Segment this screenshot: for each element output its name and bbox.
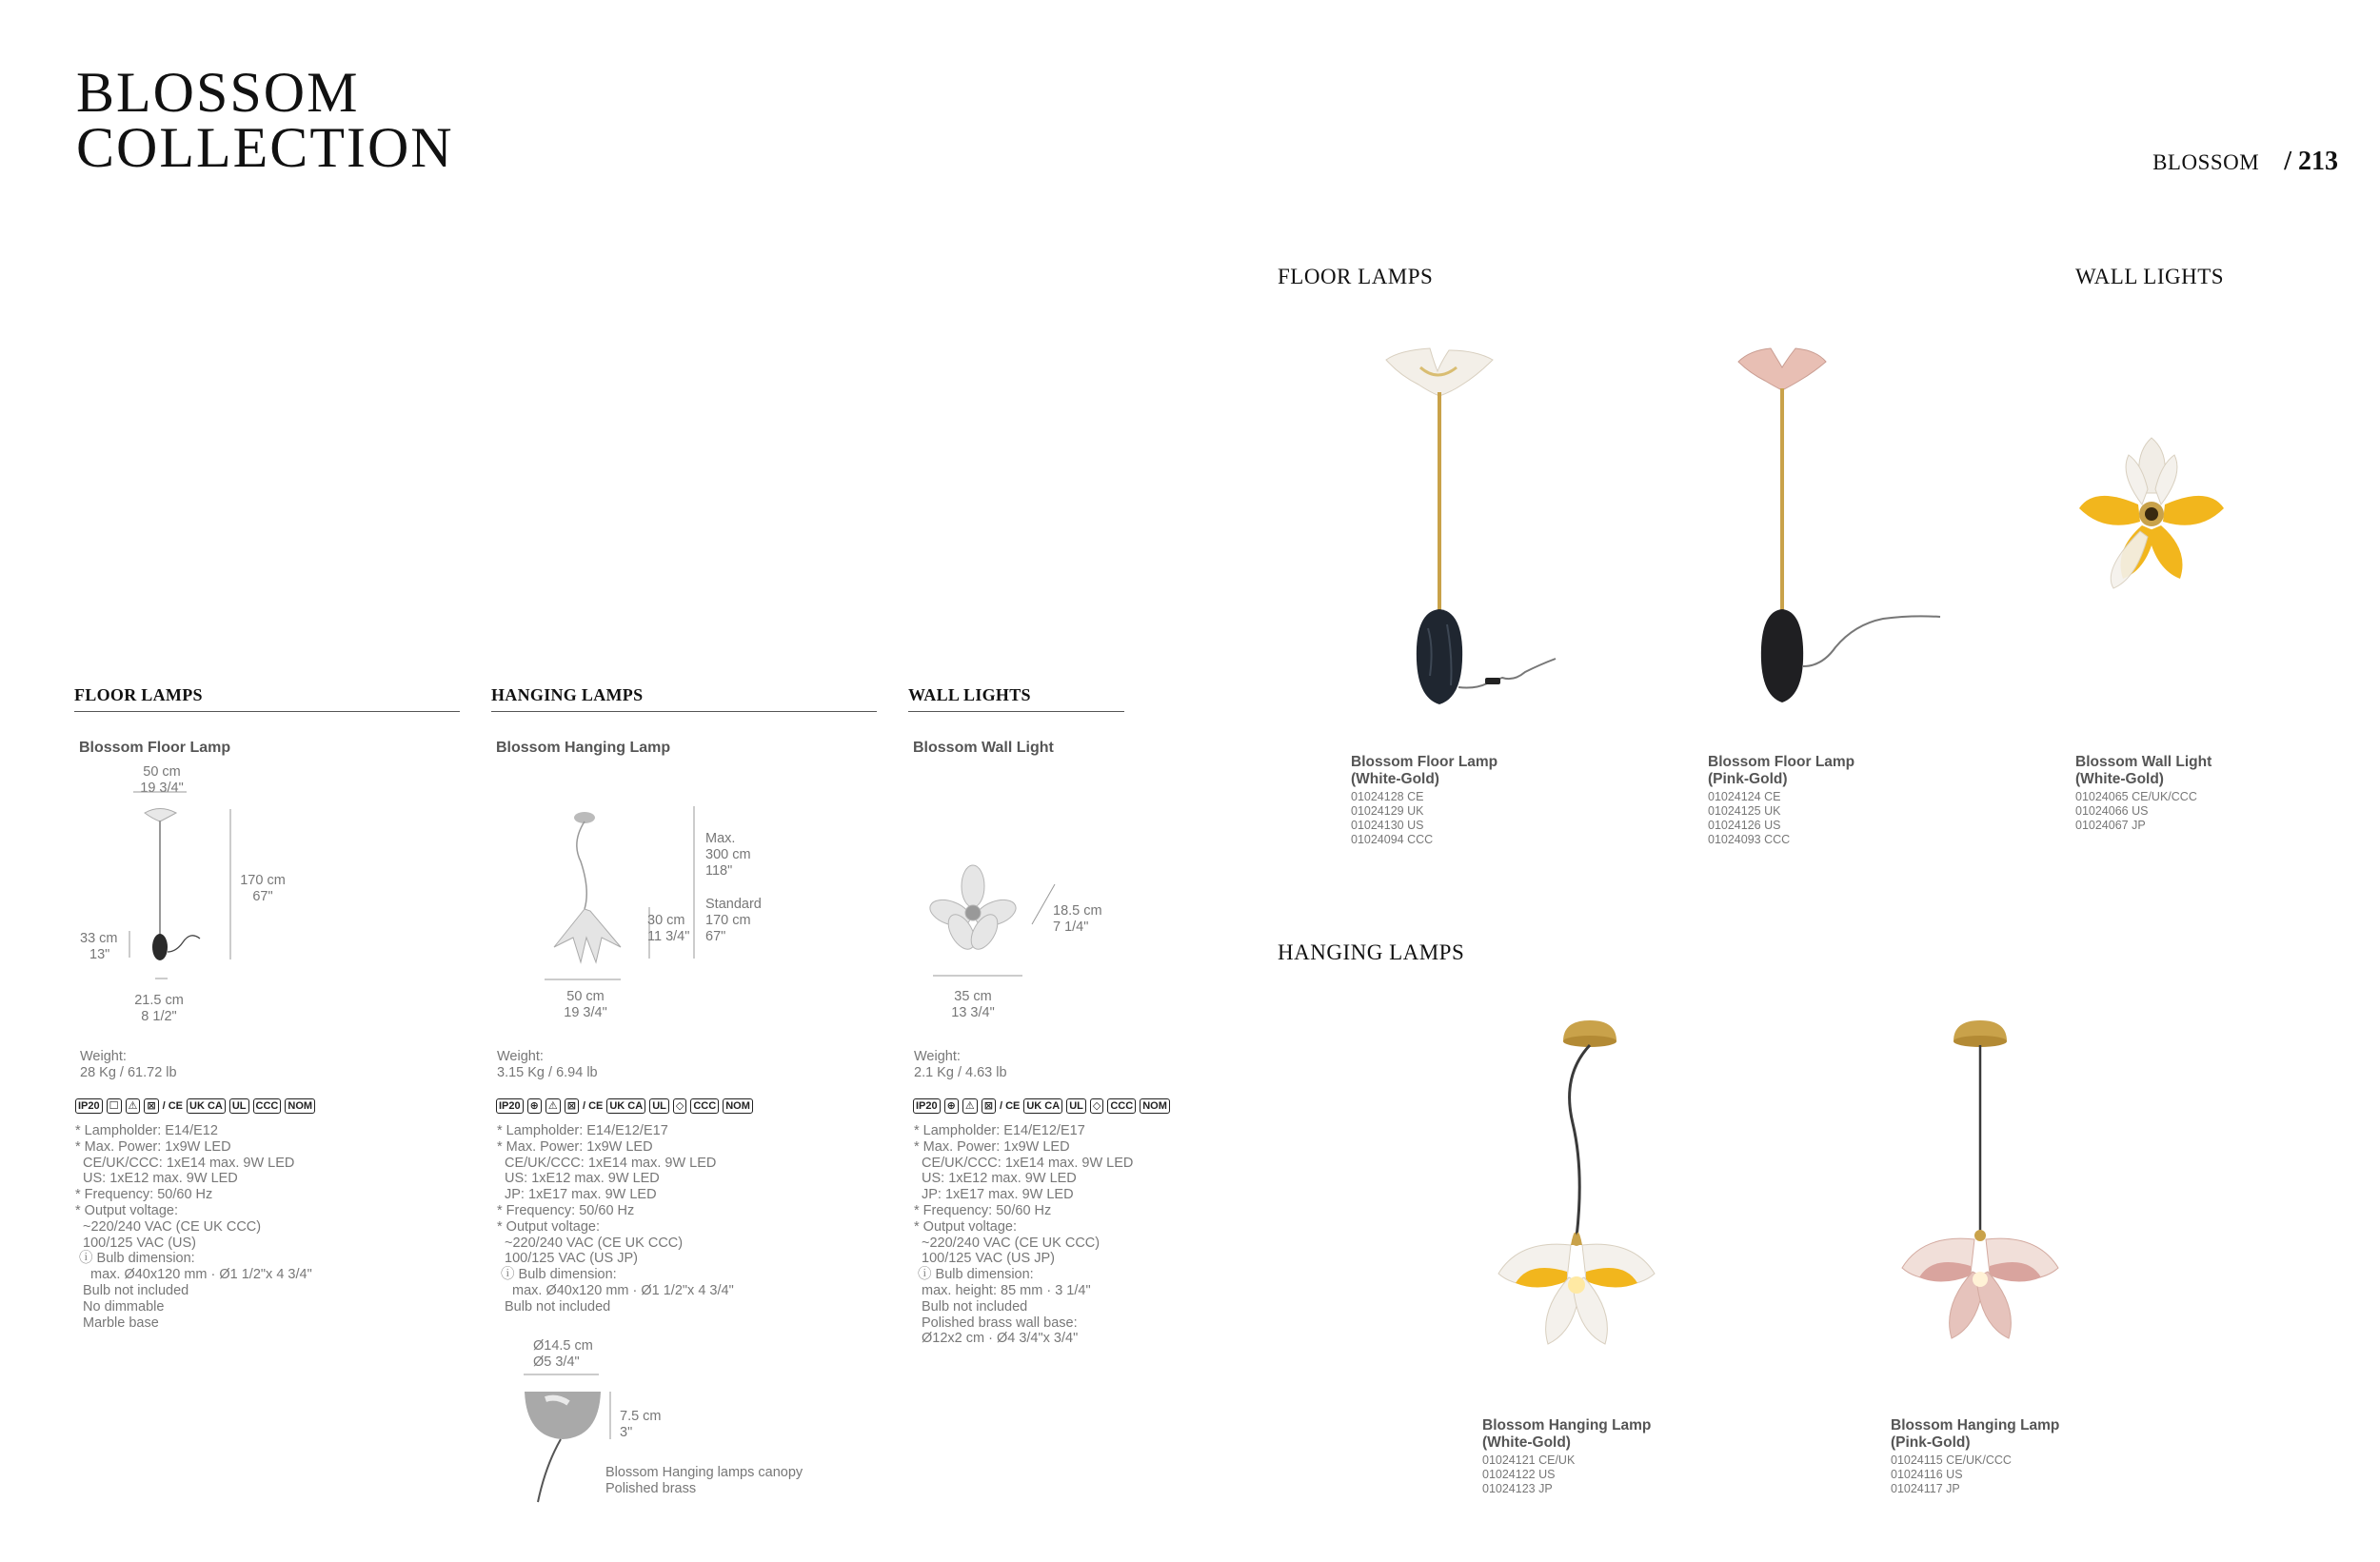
cert-ccc: CCC [1107,1098,1136,1114]
cert-icon-2: ⚠ [962,1098,978,1114]
cert-ce: / CE [582,1100,604,1112]
weight-label: Weight: [80,1049,127,1064]
hanging-max-dim [705,831,751,880]
product-ref: 01024130 US [1351,819,1424,832]
spec-line: Marble base [83,1315,159,1331]
spec-line: max. Ø40x120 mm · Ø1 1/2"x 4 3/4" [512,1282,734,1298]
cert-ce: / CE [162,1100,184,1112]
dim-cm: 30 cm [647,913,685,928]
cert-ip20: IP20 [913,1098,941,1114]
product-ref: 01024115 CE/UK/CCC [1891,1453,2012,1467]
spec-line: ⓘ Bulb dimension: [501,1267,617,1283]
spec-line: * Output voltage: [75,1202,179,1218]
dim-cm: 18.5 cm [1053,903,1102,919]
hanging-lamp-pink-gold-image [1875,1018,2085,1361]
wall-width-dim [944,989,1002,1021]
caption-line: Polished brass [605,1481,697,1496]
page-number: / 213 [2284,147,2338,176]
spec-line: CE/UK/CCC: 1xE14 max. 9W LED [505,1155,717,1171]
spec-line: * Max. Power: 1x9W LED [914,1138,1070,1155]
floor-base-height-dim [80,931,128,963]
dim-cm: 7.5 cm [620,1409,662,1424]
product-ref: 01024117 JP [1891,1482,1960,1495]
spec-line: US: 1xE12 max. 9W LED [922,1171,1077,1187]
dim-cm: 35 cm [954,989,992,1004]
product-variant: (Pink-Gold) [1891,1434,1971,1451]
spec-line: * Max. Power: 1x9W LED [75,1138,231,1155]
cert-ccc: CCC [690,1098,719,1114]
floor-lamp-pink-gold-image [1721,343,1940,714]
wall-depth-dim [1053,903,1102,936]
page-title [76,61,454,179]
dim-cm: 50 cm [566,989,605,1004]
cert-icon-3: ⊠ [982,1098,996,1114]
wall-white-gold-caption [2075,754,2211,833]
floor-weight [80,1049,177,1081]
hanging-standard-dim [705,897,762,945]
spec-line: * Lampholder: E14/E12/E17 [914,1123,1085,1138]
product-ref: 01024065 CE/UK/CCC [2075,790,2197,803]
floor-pink-gold-caption [1708,754,1854,847]
dim-cm: 21.5 cm [134,993,184,1008]
product-ref: 01024125 UK [1708,804,1781,818]
right-wall-lights-heading: WALL LIGHTS [2075,265,2225,288]
product-variant: (White-Gold) [2075,771,2164,787]
product-name: Blossom Floor Lamp [1351,754,1498,770]
product-name: Blossom Floor Lamp [1708,754,1855,770]
cert-ce: / CE [999,1100,1021,1112]
spec-line: ~220/240 VAC (CE UK CCC) [505,1235,684,1251]
spec-line: CE/UK/CCC: 1xE14 max. 9W LED [922,1155,1134,1171]
spec-line: ⓘ Bulb dimension: [79,1251,195,1267]
floor-spec-list [75,1123,312,1331]
dim-inch: 118" [705,863,733,879]
dim-inch: 19 3/4" [140,781,184,796]
product-ref: 01024066 US [2075,804,2149,818]
wall-light-diagram [923,861,1066,985]
spec-line: * Lampholder: E14/E12/E17 [497,1123,668,1138]
cert-icon-1: ☐ [107,1098,122,1114]
title-line-2: COLLECTION [76,116,454,179]
spec-line: 100/125 VAC (US) [83,1235,197,1251]
product-name: Blossom Wall Light [2075,754,2212,770]
floor-lamp-spec-title: Blossom Floor Lamp [79,740,231,756]
product-variant: (White-Gold) [1482,1434,1571,1451]
cert-ukca: UK CA [606,1098,645,1114]
wall-spec-list [914,1123,1133,1347]
wall-weight [914,1049,1007,1081]
cert-icon-4: ◇ [673,1098,686,1114]
product-ref: 01024123 JP [1482,1482,1553,1495]
canopy-diameter-dim [533,1338,593,1371]
spec-line: ⓘ Bulb dimension: [918,1267,1034,1283]
cert-ccc: CCC [253,1098,282,1114]
product-ref: 01024121 CE/UK [1482,1453,1576,1467]
right-hanging-lamps-heading: HANGING LAMPS [1278,940,1465,964]
hanging-white-gold-caption [1482,1417,1651,1496]
cert-ukca: UK CA [187,1098,226,1114]
canopy-caption [605,1465,803,1497]
spec-line: JP: 1xE17 max. 9W LED [922,1187,1074,1203]
dim-cm: 170 cm [240,873,286,888]
caption-line: Blossom Hanging lamps canopy [605,1465,803,1480]
canopy-height-dim [620,1409,662,1441]
product-ref: 01024116 US [1891,1468,1963,1481]
weight-value: 28 Kg / 61.72 lb [80,1065,177,1080]
spec-line: * Output voltage: [914,1218,1018,1235]
spec-line: US: 1xE12 max. 9W LED [505,1171,660,1187]
product-ref: 01024124 CE [1708,790,1781,803]
cert-icon-2: ⚠ [545,1098,561,1114]
spec-line: Bulb not included [922,1298,1028,1315]
spec-line: * Lampholder: E14/E12 [75,1123,218,1138]
spec-line: CE/UK/CCC: 1xE14 max. 9W LED [83,1155,295,1171]
dim-inch: 67" [705,929,726,944]
weight-value: 2.1 Kg / 4.63 lb [914,1065,1007,1080]
product-ref: 01024122 US [1482,1468,1556,1481]
weight-value: 3.15 Kg / 6.94 lb [497,1065,598,1080]
product-name: Blossom Hanging Lamp [1482,1417,1652,1433]
dim-label: Standard [705,897,762,912]
cert-nom: NOM [285,1098,315,1114]
dim-cm: Ø14.5 cm [533,1338,593,1354]
floor-certifications [75,1098,315,1114]
cert-icon-3: ⊠ [144,1098,158,1114]
floor-white-gold-caption [1351,754,1497,847]
dim-cm: 170 cm [705,913,751,928]
cert-nom: NOM [723,1098,753,1114]
spec-line: * Frequency: 50/60 Hz [75,1187,213,1203]
section-name: BLOSSOM [2152,150,2260,174]
product-ref: 01024067 JP [2075,819,2146,832]
title-line-1: BLOSSOM [76,61,360,124]
product-ref: 01024129 UK [1351,804,1424,818]
hanging-certifications [496,1098,753,1114]
spec-line: JP: 1xE17 max. 9W LED [505,1187,657,1203]
dim-inch: 8 1/2" [141,1009,177,1024]
floor-base-width-dim [130,993,188,1025]
dim-inch: 13 3/4" [951,1005,995,1020]
floor-lamps-heading: FLOOR LAMPS [74,685,460,712]
wall-certifications [913,1098,1170,1114]
product-variant: (Pink-Gold) [1708,771,1788,787]
dim-cm: 300 cm [705,847,751,862]
cert-icon-2: ⚠ [126,1098,141,1114]
floor-lamp-white-gold-image [1371,343,1580,714]
dim-cm: 33 cm [80,931,118,946]
cert-ul: UL [649,1098,669,1114]
cert-ukca: UK CA [1023,1098,1062,1114]
cert-icon-4: ◇ [1090,1098,1103,1114]
hanging-lamp-diagram [533,804,704,995]
dim-inch: 67" [252,889,273,904]
dim-label: Max. [705,831,736,846]
hanging-pink-gold-caption [1891,1417,2059,1496]
spec-line: * Frequency: 50/60 Hz [914,1202,1052,1218]
cert-ul: UL [1066,1098,1086,1114]
hanging-lamps-heading: HANGING LAMPS [491,685,877,712]
hanging-lamp-white-gold-image [1485,1018,1704,1361]
cert-icon-1: ⊕ [944,1098,959,1114]
spec-line: Bulb not included [505,1298,611,1315]
hanging-flower-height-dim [647,913,689,945]
dim-inch: 7 1/4" [1053,919,1089,935]
wall-lights-heading: WALL LIGHTS [908,685,1124,712]
spec-line: No dimmable [83,1298,165,1315]
spec-line: max. height: 85 mm · 3 1/4" [922,1282,1091,1298]
hanging-spec-list [497,1123,734,1315]
cert-nom: NOM [1140,1098,1170,1114]
spec-line: 100/125 VAC (US JP) [505,1251,638,1267]
product-ref: 01024128 CE [1351,790,1424,803]
spec-line: * Output voltage: [497,1218,601,1235]
page-reference [2152,147,2338,177]
dim-inch: 19 3/4" [564,1005,607,1020]
spec-line: 100/125 VAC (US JP) [922,1251,1055,1267]
spec-line: Polished brass wall base: [922,1315,1078,1331]
dim-inch: 13" [89,947,110,962]
wall-light-white-gold-image [2075,428,2228,600]
dim-inch: 3" [620,1425,633,1440]
spec-line: * Max. Power: 1x9W LED [497,1138,653,1155]
cert-icon-3: ⊠ [565,1098,579,1114]
cert-ip20: IP20 [75,1098,103,1114]
right-floor-lamps-heading: FLOOR LAMPS [1278,265,1434,288]
hanging-weight [497,1049,598,1081]
spec-line: ~220/240 VAC (CE UK CCC) [922,1235,1101,1251]
product-ref: 01024093 CCC [1708,833,1791,846]
cert-icon-1: ⊕ [527,1098,542,1114]
dim-inch: 11 3/4" [647,929,690,944]
spec-line: max. Ø40x120 mm · Ø1 1/2"x 4 3/4" [90,1267,312,1283]
weight-label: Weight: [914,1049,961,1064]
spec-line: Ø12x2 cm · Ø4 3/4"x 3/4" [922,1331,1079,1347]
product-variant: (White-Gold) [1351,771,1439,787]
hanging-width-dim [557,989,614,1021]
spec-line: Bulb not included [83,1282,189,1298]
spec-line: * Frequency: 50/60 Hz [497,1202,635,1218]
spec-line: US: 1xE12 max. 9W LED [83,1171,238,1187]
product-name: Blossom Hanging Lamp [1891,1417,2060,1433]
cert-ul: UL [229,1098,249,1114]
spec-line: ~220/240 VAC (CE UK CCC) [83,1218,262,1235]
product-ref: 01024094 CCC [1351,833,1434,846]
dim-inch: Ø5 3/4" [533,1354,580,1370]
weight-label: Weight: [497,1049,544,1064]
hanging-lamp-spec-title: Blossom Hanging Lamp [496,740,671,756]
product-ref: 01024126 US [1708,819,1781,832]
wall-light-spec-title: Blossom Wall Light [913,740,1054,756]
floor-lamp-diagram [133,790,248,995]
cert-ip20: IP20 [496,1098,524,1114]
dim-cm: 50 cm [143,764,181,780]
